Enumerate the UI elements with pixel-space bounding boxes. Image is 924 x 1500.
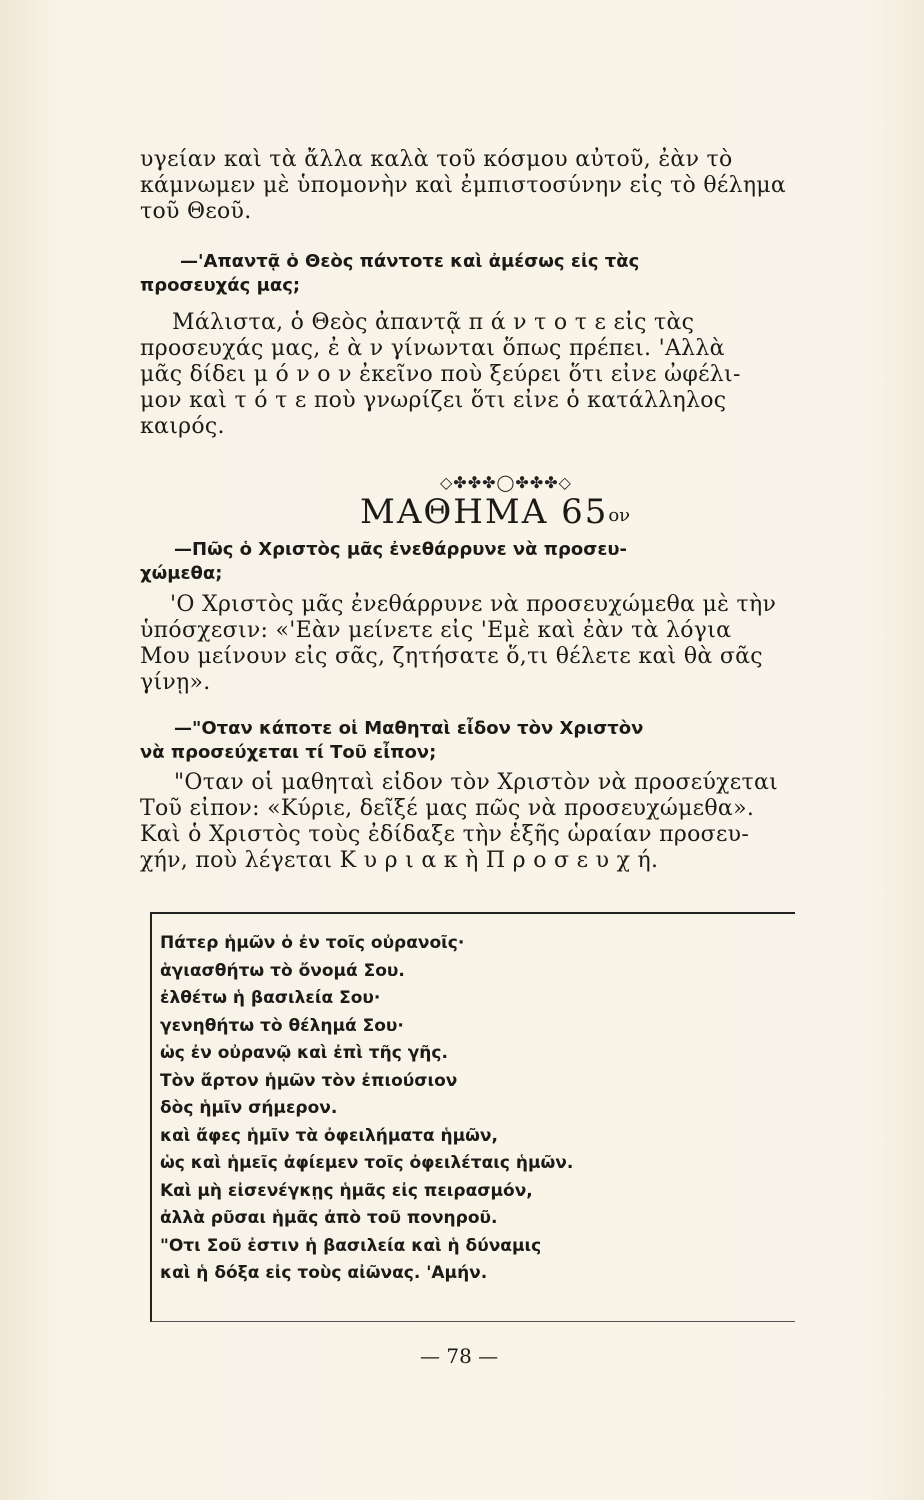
prayer-line: "Οτι Σοῦ ἐστιν ἡ βασιλεία καὶ ἡ δύναμις <box>160 1235 542 1256</box>
prayer-line: καὶ ἄφες ἡμῖν τὰ ὀφειλήματα ἡμῶν, <box>160 1125 498 1146</box>
prayer-line: καὶ ἡ δόξα εἰς τοὺς αἰῶνας. 'Αμήν. <box>160 1263 488 1283</box>
prayer-line: ἐλθέτω ἡ βασιλεία Σου· <box>160 988 381 1008</box>
question-line: —'Απαντᾷ ὁ Θεὸς πάντοτε καὶ ἀμέσως εἰς τὰς <box>180 251 640 272</box>
paragraph-health <box>140 147 870 225</box>
question-disciples-asked <box>140 717 870 765</box>
question-line: —Πῶς ὁ Χριστὸς μᾶς ἐνεθάρρυνε νὰ προσευ- <box>174 539 627 560</box>
lesson-title-suffix: ον <box>608 505 631 526</box>
text-line: Καὶ ὁ Χριστὸς τοὺς ἐδίδαξε τὴν ἑξῆς ὡραίαν προσευ- <box>140 822 750 847</box>
text-line: Μου μείνουν εἰς σᾶς, ζητήσατε ὅ,τι θέλετε καὶ θὰ σᾶς <box>140 644 763 669</box>
prayer-line: Καὶ μὴ εἰσενέγκῃς ἡμᾶς εἰς πειρασμόν, <box>160 1180 533 1201</box>
lords-prayer <box>160 930 790 1288</box>
prayer-line: ἀλλὰ ρῦσαι ἡμᾶς ἀπὸ τοῦ πονηροῦ. <box>160 1208 498 1228</box>
question-line: —"Οταν κάποτε οἱ Μαθηταὶ εἶδον τὸν Χριστὸν <box>174 718 644 739</box>
text-line: προσευχάς μας, ἐ ὰ ν γίνωνται ὅπως πρέπει. 'Αλλὰ <box>140 336 725 361</box>
answer-god-answers <box>140 310 870 440</box>
ornament-divider: ◇✤✤✤◯✤✤✤◇ <box>440 473 572 492</box>
prayer-line: Πάτερ ἡμῶν ὁ ἐν τοῖς οὐρανοῖς· <box>160 933 465 953</box>
question-line: νὰ προσεύχεται τί Τοῦ εἶπον; <box>140 742 437 763</box>
text-line: μᾶς δίδει μ ό ν ο ν ἐκεῖνο ποὺ ξεύρει ὅτι εἶνε ὠφέλι- <box>140 362 741 387</box>
prayer-line: ὡς ἐν οὐρανῷ καὶ ἐπὶ τῆς γῆς. <box>160 1043 448 1063</box>
prayer-line: ἁγιασθήτω τὸ ὄνομά Σου. <box>160 960 405 981</box>
text-line: ὑπόσχεσιν: «'Εὰν μείνετε εἰς 'Εμὲ καὶ ἐὰν τὰ λόγια <box>140 618 732 643</box>
text-line: κάμνωμεν μὲ ὑπομονὴν καὶ ἐμπιστοσύνην εἰς τὸ θέλημα <box>140 173 787 198</box>
text-line: υγείαν καὶ τὰ ἄλλα καλὰ τοῦ κόσμου αὐτοῦ, ἐὰν τὸ <box>140 147 733 172</box>
prayer-line: δὸς ἡμῖν σήμερον. <box>160 1098 338 1118</box>
text-line: γίνῃ». <box>140 670 211 695</box>
question-christ-encouraged <box>140 538 870 586</box>
prayer-line: Τὸν ἄρτον ἡμῶν τὸν ἐπιούσιον <box>160 1070 458 1091</box>
prayer-line: ὡς καὶ ἡμεῖς ἀφίεμεν τοῖς ὀφειλέταις ἡμῶν. <box>160 1153 574 1173</box>
prayer-line: γενηθήτω τὸ θέλημά Σου· <box>160 1015 404 1036</box>
answer-disciples-asked <box>140 770 870 874</box>
text-line: καιρός. <box>140 414 225 439</box>
text-line: "Οταν οἱ μαθηταὶ εἶδον τὸν Χριστὸν νὰ προσεύχεται <box>174 770 779 795</box>
page-number: — 78 — <box>420 1344 499 1368</box>
lesson-title-text: ΜΑΘΗΜΑ 65 <box>360 492 609 532</box>
text-line: μον καὶ τ ό τ ε ποὺ γνωρίζει ὅτι εἶνε ὁ κατάλληλος <box>140 388 727 413</box>
question-god-answers <box>140 250 870 298</box>
question-line: προσευχάς μας; <box>140 275 301 296</box>
lesson-title <box>360 492 630 532</box>
answer-christ-encouraged <box>140 592 870 696</box>
text-line: 'Ο Χριστὸς μᾶς ἐνεθάρρυνε νὰ προσευχώμεθα μὲ τὴν <box>170 592 777 617</box>
text-line: Μάλιστα, ὁ Θεὸς ἀπαντᾷ π ά ν τ ο τ ε εἰς τὰς <box>172 310 695 335</box>
text-line: χήν, ποὺ λέγεται Κ υ ρ ι α κ ὴ Π ρ ο σ ε υ χ ή. <box>140 848 659 873</box>
text-line: Τοῦ εἶπον: «Κύριε, δεῖξέ μας πῶς νὰ προσευχώμεθα». <box>140 796 755 821</box>
text-line: τοῦ Θεοῦ. <box>140 199 252 224</box>
question-line: χώμεθα; <box>140 563 223 584</box>
